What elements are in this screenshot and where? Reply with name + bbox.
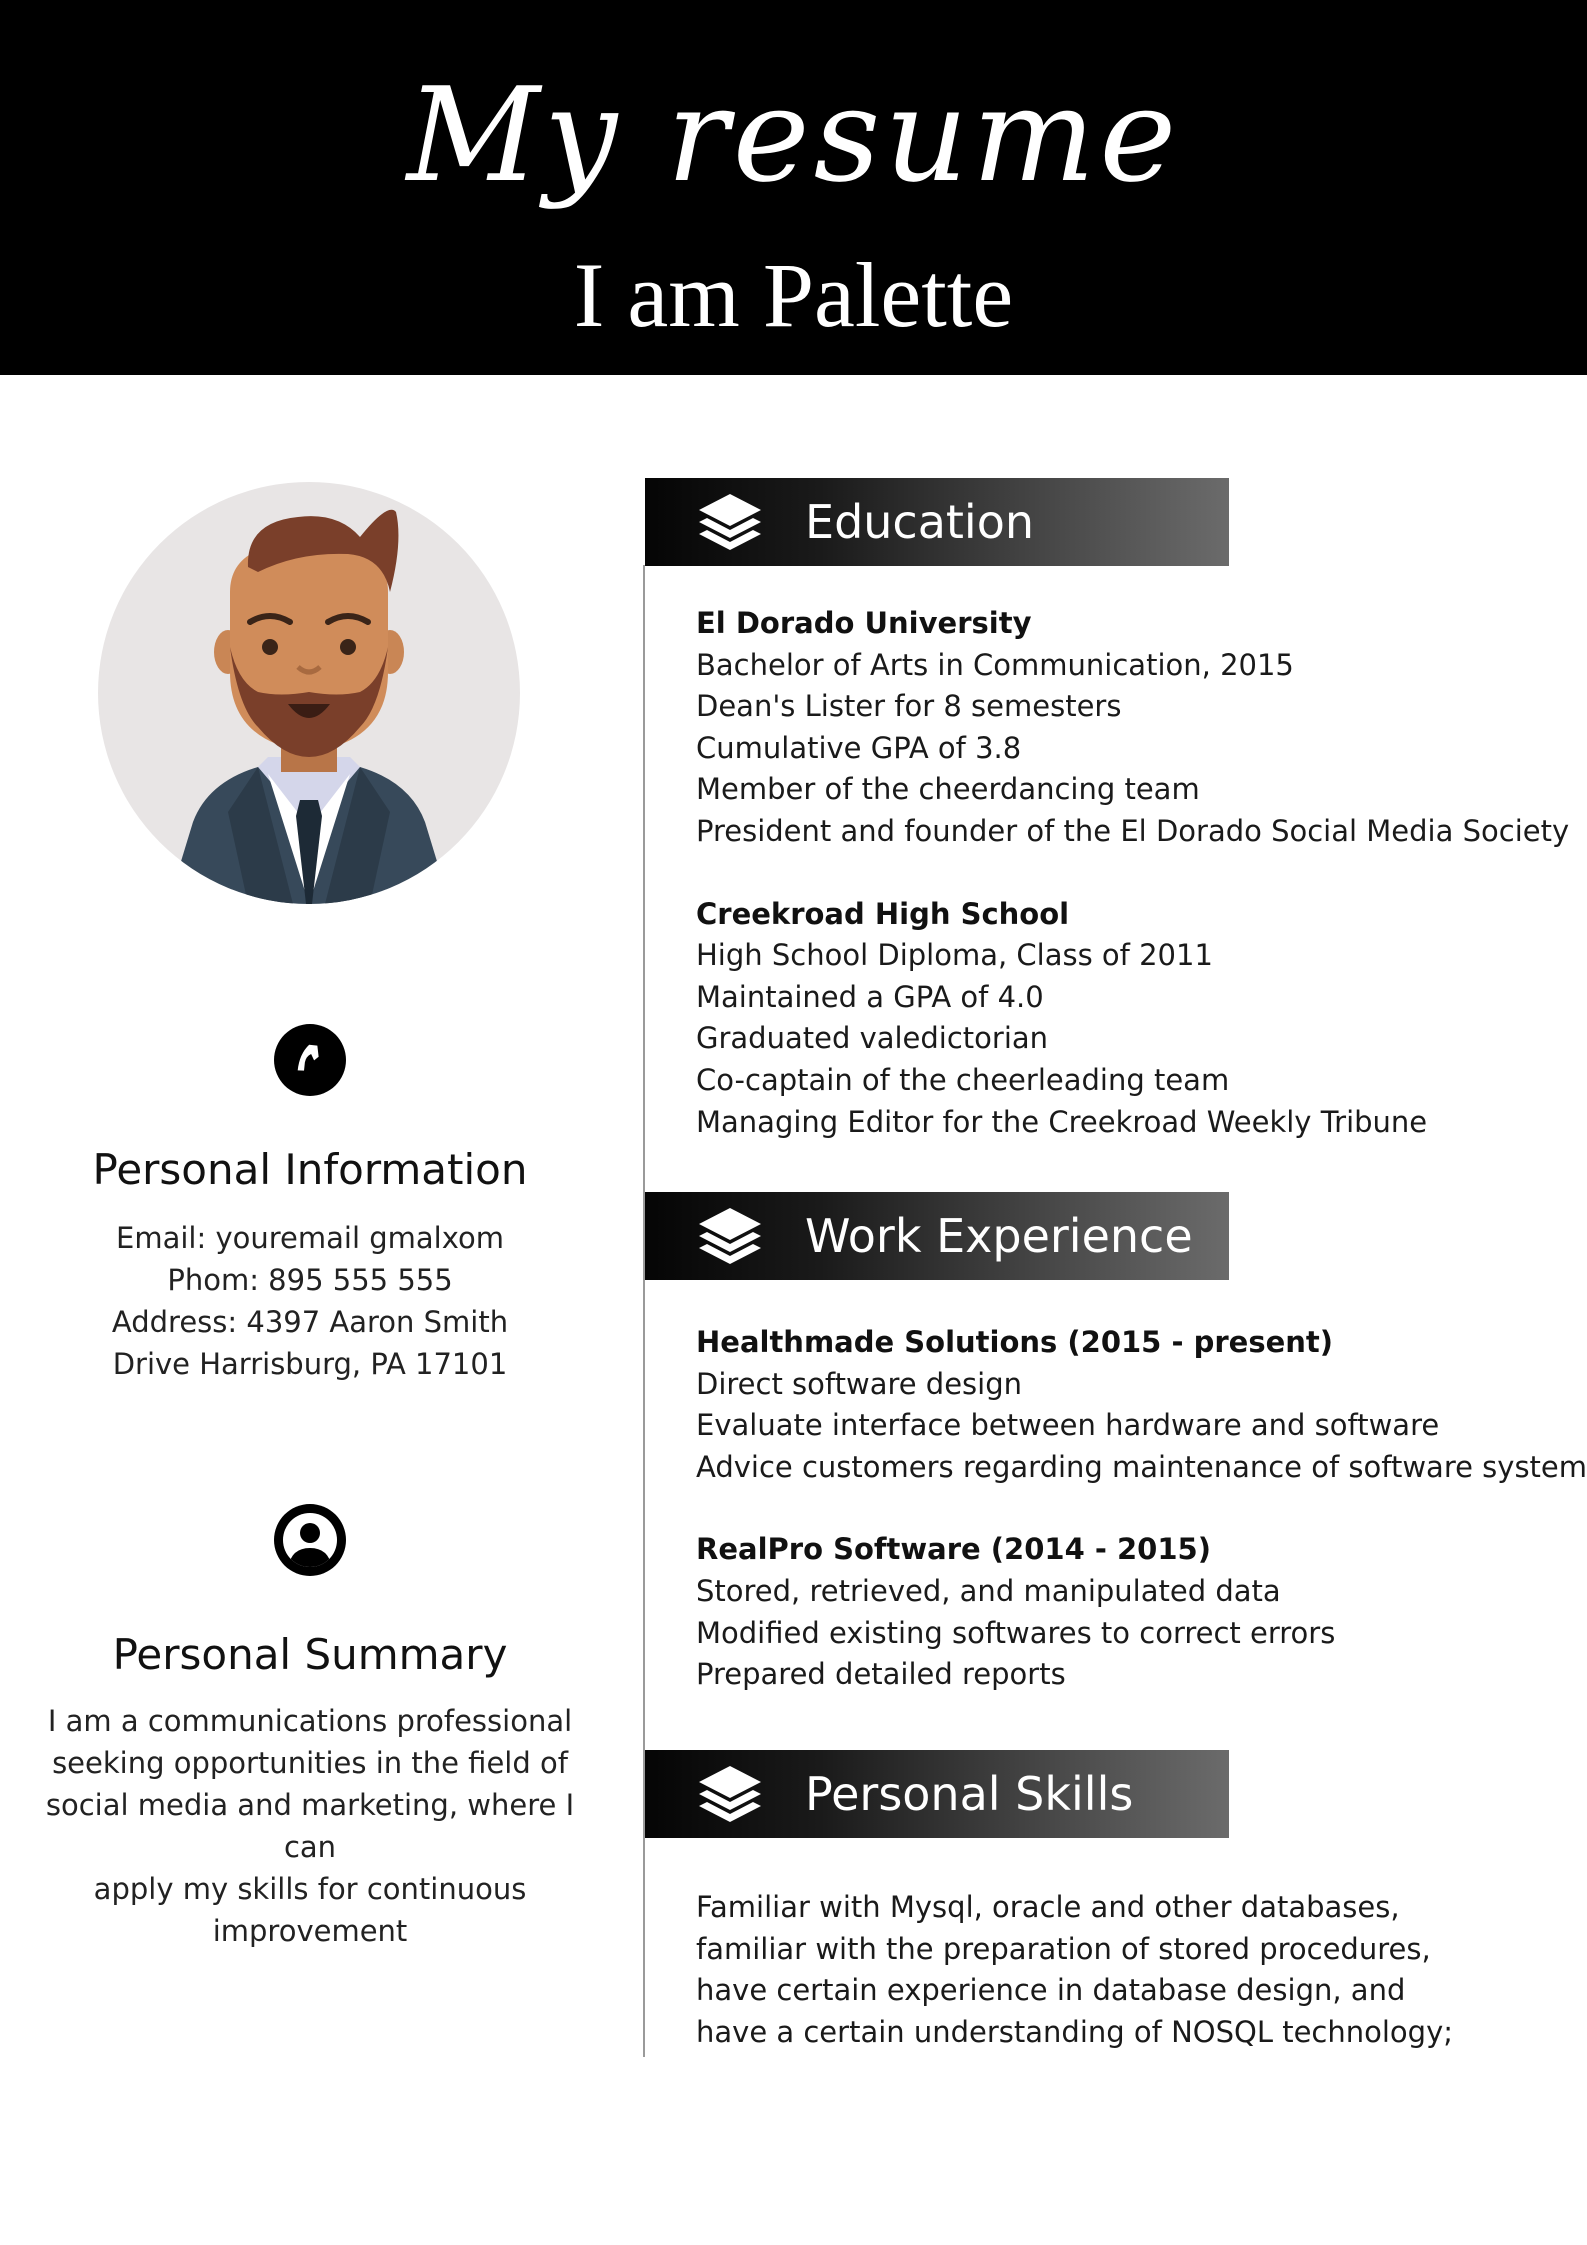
entry-line: Cumulative GPA of 3.8 [696, 730, 1022, 765]
entry-line: Bachelor of Arts in Communication, 2015 [696, 647, 1294, 682]
education-title: Education [805, 495, 1035, 549]
user-icon [274, 1504, 346, 1576]
entry-line: Co-captain of the cheerleading team [696, 1062, 1230, 1097]
education-entry [696, 894, 1556, 1144]
entry-line: Graduated valedictorian [696, 1021, 1049, 1056]
entry-line: Prepared detailed reports [696, 1657, 1066, 1692]
header-banner [0, 0, 1587, 375]
personal-information-heading: Personal Information [92, 1145, 528, 1194]
layers-icon [695, 1204, 765, 1268]
summary-line: improvement [212, 1914, 408, 1948]
entry-line: Maintained a GPA of 4.0 [696, 979, 1044, 1014]
layers-icon [695, 1762, 765, 1826]
personal-skills-title: Personal Skills [805, 1767, 1134, 1821]
summary-line: apply my skills for continuous [93, 1872, 527, 1906]
entry-line: Managing Editor for the Creekroad Weekly Tribune [696, 1104, 1428, 1139]
personal-skills-text: Familiar with Mysql, oracle and other databases, familiar with the preparation of stored procedures, have certain experience in database design, and have a certain understanding of NOSQL technology; [696, 1890, 1454, 2049]
entry-title: El Dorado University [696, 606, 1032, 640]
personal-summary-text [20, 1700, 600, 1952]
contact-address-line-2: Drive Harrisburg, PA 17101 [112, 1347, 508, 1381]
man-avatar-illustration [98, 482, 520, 904]
personal-skills-section-banner [645, 1750, 1229, 1838]
personal-summary-heading: Personal Summary [112, 1630, 508, 1679]
entry-title: Healthmade Solutions (2015 - present) [696, 1325, 1334, 1359]
work-entry [696, 1322, 1587, 1488]
entry-line: Evaluate interface between hardware and software [696, 1408, 1440, 1443]
contact-address-line-1: Address: 4397 Aaron Smith [111, 1305, 509, 1339]
education-section-banner [645, 478, 1229, 566]
education-entry [696, 603, 1570, 853]
entry-title: RealPro Software (2014 - 2015) [696, 1532, 1211, 1567]
work-experience-content [696, 1322, 1587, 1737]
entry-line: Stored, retrieved, and manipulated data [696, 1573, 1281, 1608]
resume-title: My resume [406, 59, 1181, 211]
summary-line: I am a communications professional [47, 1704, 573, 1738]
contact-phone: Phom: 895 555 555 [167, 1263, 453, 1297]
contact-email: Email: youremail gmalxom [116, 1221, 504, 1255]
phone-icon [274, 1024, 346, 1096]
work-experience-section-banner [645, 1192, 1229, 1280]
summary-line: social media and marketing, where I can [45, 1788, 575, 1864]
entry-title: Creekroad High School [696, 896, 1070, 931]
summary-line: seeking opportunities in the field of [52, 1746, 568, 1780]
entry-line: Direct software design [696, 1366, 1023, 1401]
entry-line: Advice customers regarding maintenance of software system [696, 1449, 1587, 1484]
entry-line: President and founder of the El Dorado Social Media Society [696, 813, 1570, 848]
education-content [696, 603, 1570, 1184]
work-entry [696, 1529, 1556, 1695]
layers-icon [695, 490, 765, 554]
entry-line: Member of the cheerdancing team [696, 772, 1200, 807]
entry-line: Modified existing softwares to correct errors [696, 1615, 1336, 1650]
work-experience-title: Work Experience [805, 1209, 1193, 1263]
entry-line: Dean's Lister for 8 semesters [696, 689, 1122, 724]
resume-subtitle: I am Palette [573, 244, 1014, 346]
entry-line: High School Diploma, Class of 2011 [696, 938, 1213, 973]
contact-details [0, 1217, 620, 1385]
